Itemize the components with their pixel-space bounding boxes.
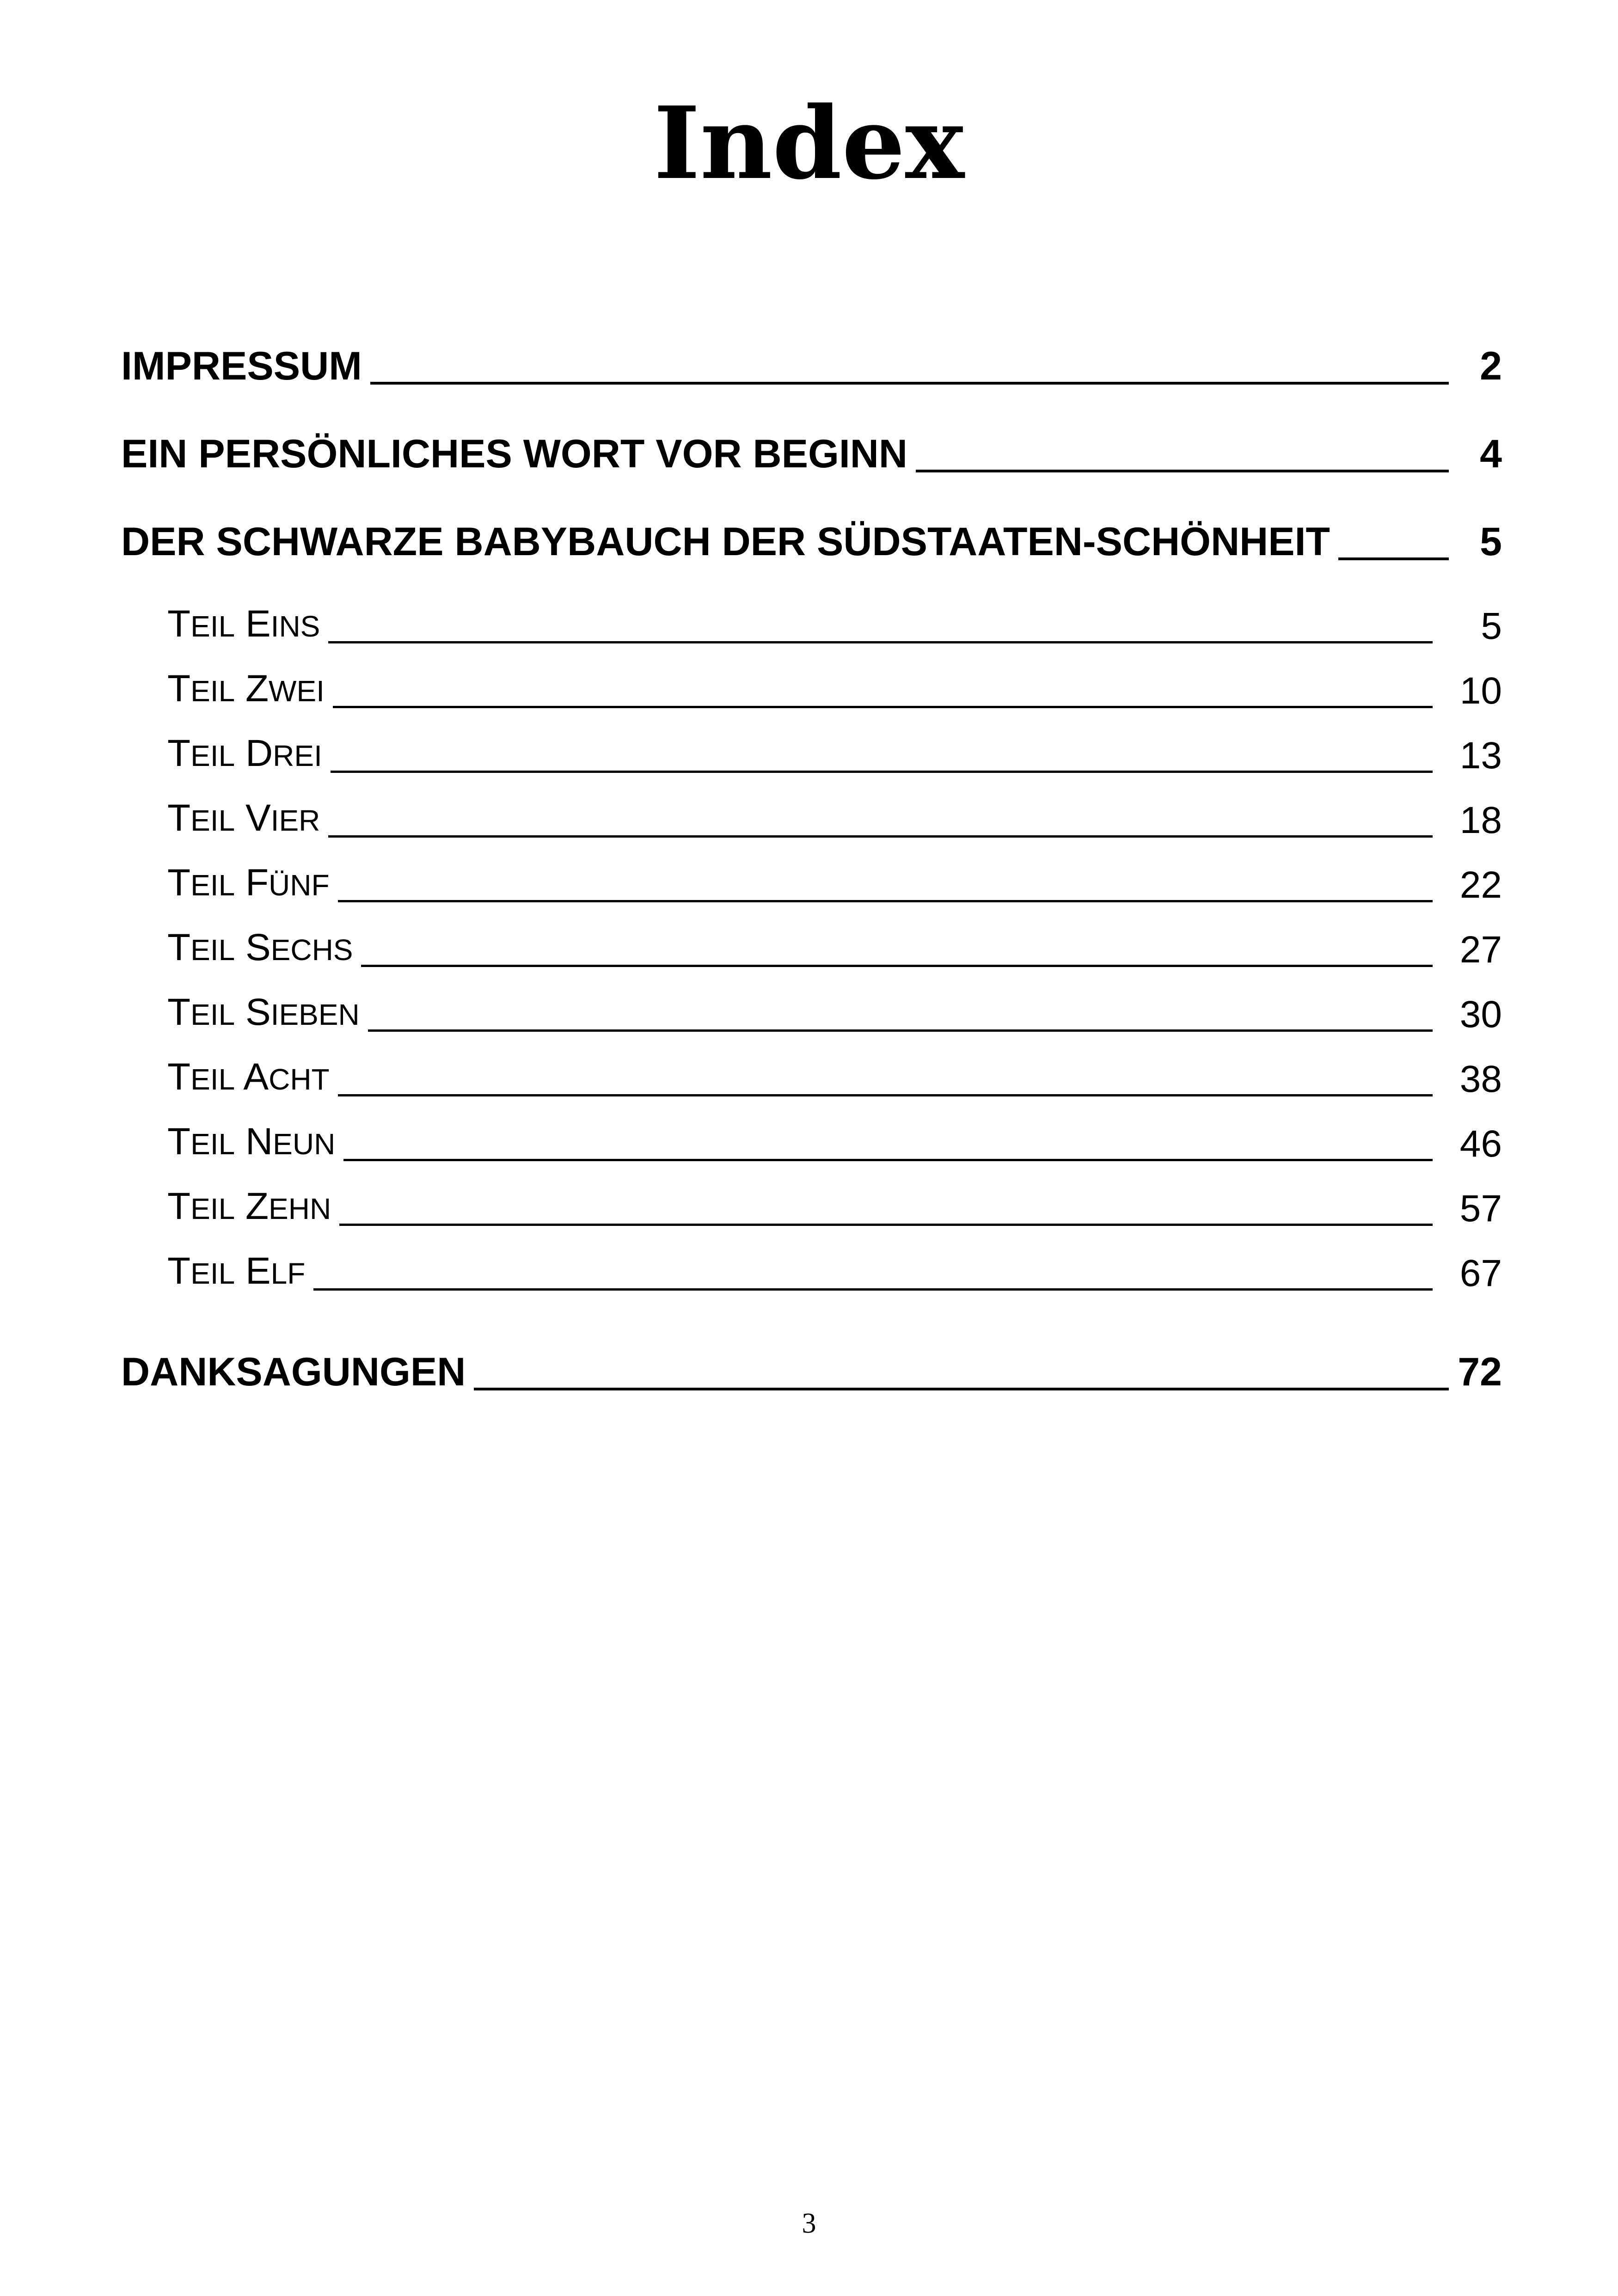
toc-leader-line	[339, 1224, 1433, 1226]
toc-page-number: 30	[1459, 993, 1502, 1035]
toc-leader-line	[328, 641, 1433, 643]
toc-leader-line	[328, 835, 1433, 838]
toc-page-number: 13	[1459, 735, 1502, 777]
toc-leader-line	[313, 1288, 1433, 1291]
toc-leader-line	[331, 771, 1433, 773]
toc-page-number: 5	[1481, 605, 1502, 647]
toc-entry-teil-acht[interactable]	[167, 1049, 1502, 1105]
toc-entry-label: TEIL NEUN	[167, 1120, 336, 1163]
toc-entry-label: TEIL FÜNF	[167, 862, 330, 904]
toc-page-number: 5	[1480, 520, 1502, 564]
toc-entry-label: TEIL SECHS	[167, 926, 353, 968]
toc-leader-line	[1338, 557, 1449, 560]
toc-entry-danksagungen[interactable]	[121, 1335, 1502, 1400]
toc-entry-teil-drei[interactable]	[167, 726, 1502, 781]
toc-entry-teil-eins[interactable]	[167, 596, 1502, 652]
toc-page-number: 22	[1459, 864, 1502, 906]
toc-leader-line	[333, 706, 1433, 708]
toc-leader-line	[474, 1388, 1449, 1390]
toc-page-number: 57	[1459, 1188, 1502, 1230]
toc-entry-teil-vier[interactable]	[167, 790, 1502, 846]
toc-entry-label: TEIL ACHT	[167, 1056, 330, 1098]
toc-entry-label: TEIL ZWEI	[167, 667, 325, 710]
toc-entry-teil-sechs[interactable]	[167, 920, 1502, 975]
toc-page-number: 67	[1459, 1252, 1502, 1294]
toc-entry-label: TEIL ELF	[167, 1250, 306, 1292]
toc-leader-line	[368, 1029, 1433, 1032]
toc-entry-teil-elf[interactable]	[167, 1243, 1502, 1299]
toc-entry-label: TEIL DREI	[167, 732, 322, 774]
toc-page-number: 72	[1458, 1350, 1502, 1394]
toc-leader-line	[916, 470, 1449, 472]
toc-entry-teil-sieben[interactable]	[167, 985, 1502, 1040]
toc-entry-teil-neun[interactable]	[167, 1114, 1502, 1169]
toc-page-number: 18	[1459, 799, 1502, 841]
toc-entry-label: TEIL EINS	[167, 603, 320, 645]
toc-entry-schwarze-babybauch[interactable]	[121, 505, 1502, 569]
toc-page-number: 38	[1459, 1058, 1502, 1100]
toc-entry-teil-zehn[interactable]	[167, 1179, 1502, 1234]
toc-page-number: 2	[1480, 344, 1502, 388]
toc-entry-label: IMPRESSUM	[121, 344, 362, 388]
toc-page-number: 27	[1459, 929, 1502, 971]
toc-entry-label: DER SCHWARZE BABYBAUCH DER SÜDSTAATEN-SCHÖNHEIT	[121, 520, 1330, 564]
toc-leader-line	[370, 382, 1449, 385]
toc-entry-persoenliches-wort[interactable]	[121, 417, 1502, 482]
toc-entry-label: TEIL VIER	[167, 797, 320, 839]
toc-page-number: 4	[1480, 432, 1502, 476]
toc-entry-teil-fuenf[interactable]	[167, 855, 1502, 911]
toc-entry-label: TEIL ZEHN	[167, 1185, 331, 1227]
toc-leader-line	[338, 900, 1433, 902]
toc-page-number: 46	[1459, 1123, 1502, 1165]
toc-entry-label: TEIL SIEBEN	[167, 991, 360, 1033]
toc-entry-impressum[interactable]	[121, 329, 1502, 394]
toc-leader-line	[361, 965, 1433, 967]
page-title: Index	[653, 85, 965, 202]
toc-entry-label: DANKSAGUNGEN	[121, 1350, 466, 1394]
page-number: 3	[802, 2208, 816, 2239]
toc-leader-line	[343, 1159, 1433, 1161]
toc-leader-line	[338, 1094, 1433, 1096]
toc-page-number: 10	[1459, 670, 1502, 712]
toc-entry-teil-zwei[interactable]	[167, 661, 1502, 716]
toc-entry-label: EIN PERSÖNLICHES WORT VOR BEGINN	[121, 432, 908, 476]
